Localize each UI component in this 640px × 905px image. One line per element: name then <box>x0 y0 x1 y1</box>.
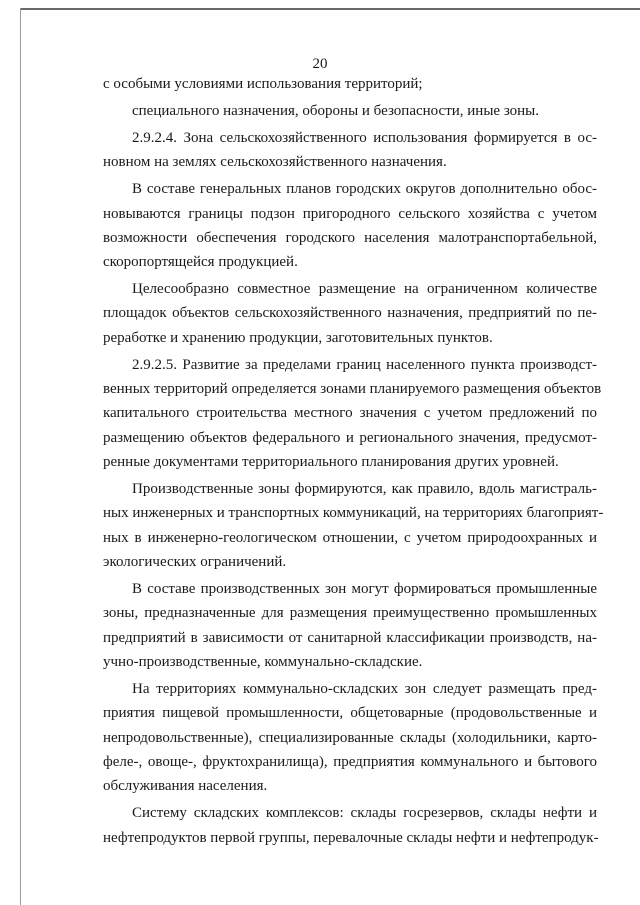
text-line: Систему складских комплексов: склады госрезервов, склады нефти и <box>132 805 597 822</box>
text-line: непродовольственные), специализированные склады (холодильники, карто- <box>103 729 597 746</box>
text-line: специального назначения, обороны и безопасности, иные зоны. <box>132 102 540 119</box>
paragraph <box>103 577 597 674</box>
text-line: феле-, овоще-, фруктохранилища), предприятия коммунального и бытового <box>103 754 597 771</box>
page-edge-top <box>20 8 640 10</box>
text-line: учно-производственные, коммунально-складские. <box>103 654 423 671</box>
paragraph <box>103 177 597 274</box>
page-number: 20 <box>312 56 328 72</box>
text-line: В составе производственных зон могут формироваться промышленные <box>132 581 597 598</box>
paragraph <box>103 99 597 123</box>
text-line: ных инженерных и транспортных коммуникаций, на территориях благоприят- <box>103 505 604 522</box>
text-line: обслуживания населения. <box>103 778 268 795</box>
paragraph <box>103 353 602 475</box>
text-line: Производственные зоны формируются, как правило, вдоль магистраль- <box>132 481 597 498</box>
text-line: 2.9.2.4. Зона сельскохозяйственного использования формируется в ос- <box>132 129 597 146</box>
text-line: зоны, предназначенные для размещения преимущественно промышленных <box>103 605 597 622</box>
text-line: приятия пищевой промышленности, общетоварные (продовольственные и <box>103 705 597 722</box>
text-line: новываются границы подзон пригородного сельского хозяйства с учетом <box>103 205 597 222</box>
text-line: реработке и хранению продукции, заготовительных пунктов. <box>103 329 493 346</box>
text-line: венных территорий определяется зонами планируемого размещения объектов <box>103 381 602 398</box>
paragraph <box>103 72 597 96</box>
text-line: возможности обеспечения городского населения малотранспортабельной, <box>103 229 597 246</box>
document-body <box>103 72 604 853</box>
page-edge-left <box>20 8 21 905</box>
text-line: экологических ограничений. <box>103 554 287 571</box>
text-line: новном на землях сельскохозяйственного назначения. <box>103 154 447 171</box>
paragraph <box>103 477 604 574</box>
text-line: нефтепродуктов первой группы, перевалочные склады нефти и нефтепродук- <box>103 829 599 846</box>
text-line: размещению объектов федерального и регионального значения, предусмот- <box>103 429 597 446</box>
paragraph <box>103 126 597 175</box>
text-line: с особыми условиями использования территорий; <box>103 76 423 92</box>
paragraph <box>103 677 597 799</box>
text-line: 2.9.2.5. Развитие за пределами границ населенного пункта производст- <box>132 356 597 373</box>
text-line: ных в инженерно-геологическом отношении, с учетом природоохранных и <box>103 529 597 546</box>
text-line: В составе генеральных планов городских округов дополнительно обос- <box>132 181 597 198</box>
text-line: предприятий в зависимости от санитарной классификации производств, на- <box>103 629 597 646</box>
text-line: ренные документами территориального планирования других уровней. <box>103 454 559 471</box>
text-line: Целесообразно совместное размещение на ограниченном количестве <box>132 281 597 298</box>
text-line: На территориях коммунально-складских зон следует размещать пред- <box>132 681 597 697</box>
text-line: площадок объектов сельскохозяйственного назначения, предприятий по пе- <box>103 305 597 322</box>
paragraph <box>103 277 597 350</box>
text-line: скоропортящейся продукцией. <box>103 254 298 271</box>
text-line: капитального строительства местного значения с учетом предложений по <box>103 405 597 422</box>
paragraph <box>103 801 597 850</box>
